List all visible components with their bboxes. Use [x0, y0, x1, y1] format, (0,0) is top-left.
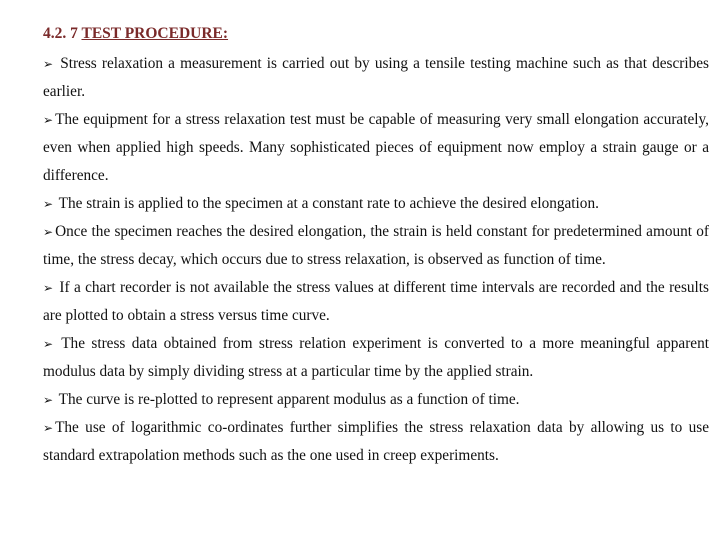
bullet-text: The strain is applied to the specimen at a constant rate to achieve the desired elongation. [58, 195, 599, 212]
section-number: 4.2. 7 [43, 25, 78, 42]
arrowhead-bullet-icon: ➢ [43, 337, 54, 351]
bullet-text: The curve is re-plotted to represent apparent modulus as a function of time. [58, 391, 520, 408]
arrowhead-bullet-icon: ➢ [43, 113, 54, 127]
bullet-text: The stress data obtained from stress relation experiment is converted to a more meaningful apparent modulus data by simply dividing stress at a particular time by the applied strain. [43, 335, 709, 380]
bullet-text: Stress relaxation a measurement is carried out by using a tensile testing machine such as that describes earlier. [43, 55, 709, 100]
section-title: TEST PROCEDURE: [81, 25, 229, 42]
arrowhead-bullet-icon: ➢ [43, 225, 54, 239]
bullet-text: If a chart recorder is not available the stress values at different time intervals are recorded and the results are plotted to obtain a stress versus time curve. [43, 279, 710, 324]
procedure-bullet-list [43, 50, 709, 470]
bullet-text: The use of logarithmic co-ordinates further simplifies the stress relaxation data by allowing us to use standard extrapolation methods such as the one used in creep experiments. [43, 419, 709, 464]
bullet-text: The equipment for a stress relaxation test must be capable of measuring very small elongation accurately, even when applied high speeds. Many sophisticated pieces of equipment now employ a strain gauge or a difference. [43, 111, 709, 184]
procedure-bullet-8 [43, 414, 709, 470]
procedure-bullet-4 [43, 218, 709, 274]
section-heading [43, 22, 709, 46]
arrowhead-bullet-icon: ➢ [43, 197, 54, 211]
procedure-bullet-2 [43, 106, 709, 190]
arrowhead-bullet-icon: ➢ [43, 281, 54, 295]
bullet-text: Once the specimen reaches the desired elongation, the strain is held constant for predetermined amount of time, the stress decay, which occurs due to stress relaxation, is observed as function of time. [43, 223, 709, 268]
procedure-bullet-3 [43, 190, 709, 218]
arrowhead-bullet-icon: ➢ [43, 393, 54, 407]
arrowhead-bullet-icon: ➢ [43, 421, 54, 435]
arrowhead-bullet-icon: ➢ [43, 57, 54, 71]
document-page [43, 22, 709, 470]
procedure-bullet-1 [43, 50, 709, 106]
procedure-bullet-6 [43, 330, 709, 386]
procedure-bullet-7 [43, 386, 709, 414]
procedure-bullet-5 [43, 274, 709, 330]
